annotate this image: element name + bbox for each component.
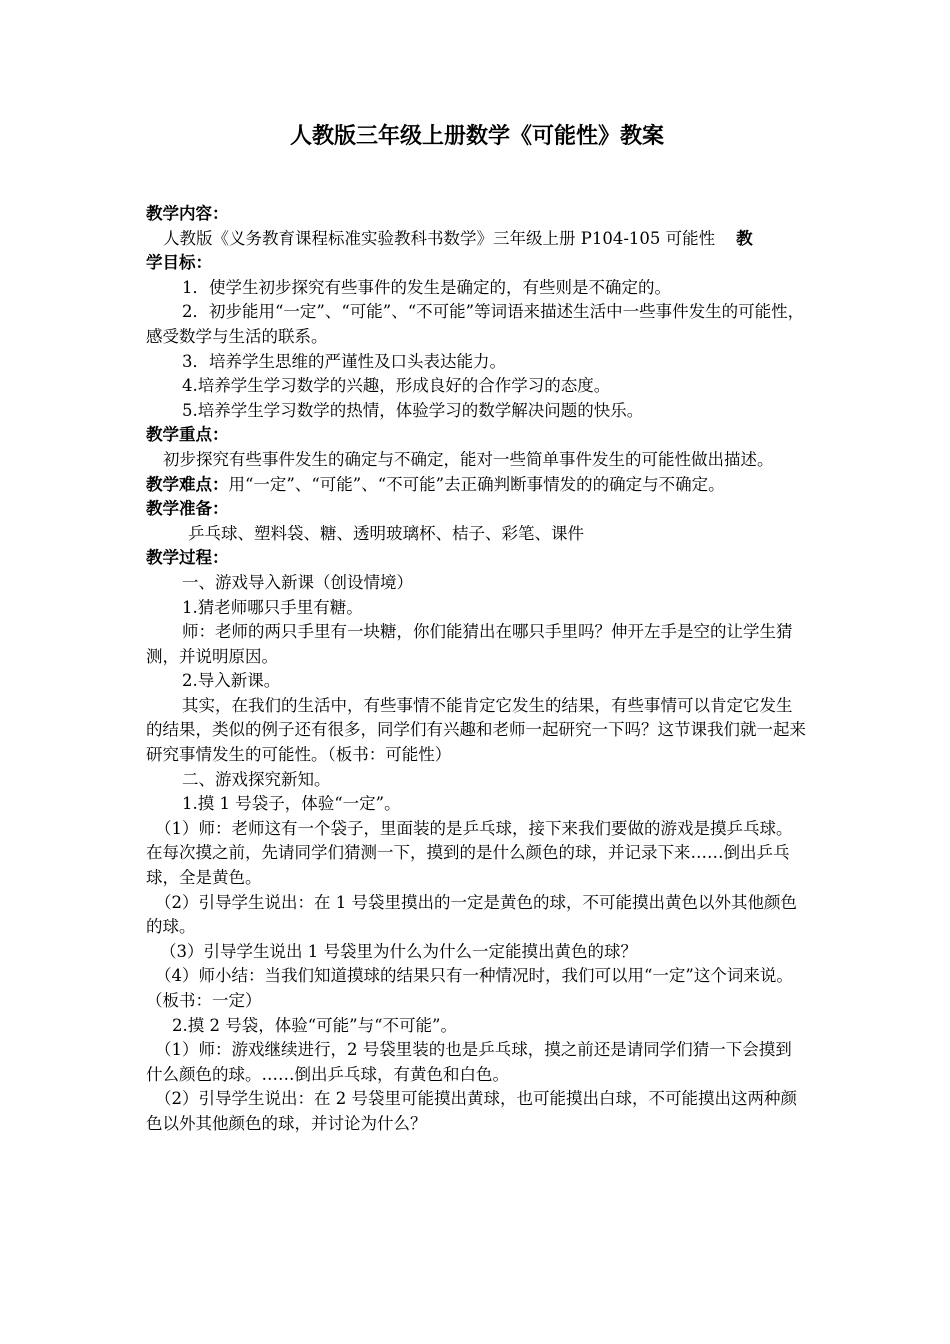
key-points-text: 初步探究有些事件发生的确定与不确定，能对一些简单事件发生的可能性做出描述。 bbox=[163, 449, 774, 469]
difficulty-paragraph bbox=[146, 473, 808, 498]
process-heading-label: 教学过程： bbox=[146, 548, 229, 568]
process-line: （2）引导学生说出：在 1 号袋里摸出的一定是黄色的球，不可能摸出黄色以外其他颜色的球。 bbox=[146, 892, 797, 937]
process-line: （1）师：老师这有一个袋子，里面装的是乒乓球，接下来我们要做的游戏是摸乒乓球。在每次摸之前，先请同学们猜测一下，摸到的是什么颜色的球，并记录下来……倒出乒乓球，全是黄色。 bbox=[146, 818, 793, 888]
goals-heading-label: 学目标： bbox=[146, 253, 212, 273]
preparation-heading bbox=[146, 497, 808, 522]
document-title: 人教版三年级上册数学《可能性》教案 bbox=[289, 124, 664, 149]
process-line: 其实，在我们的生活中，有些事情不能肯定它发生的结果，有些事情可以肯定它发生的结果，类似的例子还有很多，同学们有兴趣和老师一起研究一下吗？这节课我们就一起来研究事情发生的可能性。（板书：可能性） bbox=[146, 695, 806, 765]
key-points-heading bbox=[146, 423, 808, 448]
goals-heading-part1: 教 bbox=[736, 228, 753, 248]
process-line: 2.摸 2 号袋，体验“可能”与“不可能”。 bbox=[172, 1015, 457, 1035]
process-line: 1.猜老师哪只手里有糖。 bbox=[182, 597, 363, 617]
process-line: （2）引导学生说出：在 2 号袋里可能摸出黄球，也可能摸出白球，不可能摸出这两种颜色以外其他颜色的球，并讨论为什么？ bbox=[146, 1089, 797, 1133]
goal-item: 4.培养学生学习数学的兴趣，形成良好的合作学习的态度。 bbox=[182, 376, 611, 396]
process-line: 一、游戏导入新课（创设情境） bbox=[182, 572, 413, 592]
content-text-body: 人教版《义务教育课程标准实验教科书数学》三年级上册 P104-105 可能性 bbox=[163, 228, 716, 248]
process-line: 2.导入新课。 bbox=[182, 671, 281, 691]
goals-heading bbox=[146, 251, 808, 276]
process-line: 1.摸 1 号袋子，体验“一定”。 bbox=[182, 794, 401, 814]
key-points-heading-label: 教学重点： bbox=[146, 425, 229, 445]
process-line: （3）引导学生说出 1 号袋里为什么为什么一定能摸出黄色的球？ bbox=[160, 941, 637, 961]
preparation-text: 乒乓球、塑料袋、糖、透明玻璃杯、桔子、彩笔、课件 bbox=[188, 523, 584, 543]
content-heading-label: 教学内容： bbox=[146, 204, 229, 223]
goal-item: 1．使学生初步探究有些事件的发生是确定的，有些则是不确定的。 bbox=[182, 277, 671, 297]
difficulty-heading-label: 教学难点： bbox=[146, 474, 229, 494]
process-line: 师：老师的两只手里有一块糖，你们能猜出在哪只手里吗？伸开左手是空的让学生猜测，并说明原因。 bbox=[146, 622, 793, 666]
goal-item: 3．培养学生思维的严谨性及口头表达能力。 bbox=[182, 351, 506, 371]
process-line: （1）师：游戏继续进行，2 号袋里装的也是乒乓球，摸之前还是请同学们猜一下会摸到什么颜色的球。……倒出乒乓球，有黄色和白色。 bbox=[146, 1040, 792, 1084]
preparation-heading-label: 教学准备： bbox=[146, 499, 229, 519]
goal-item: 2．初步能用“一定”、“可能”、“不可能”等词语来描述生活中一些事件发生的可能性，感受数学与生活的联系。 bbox=[146, 302, 805, 346]
difficulty-text: 用“一定”、“可能”、“不可能”去正确判断事情发的的确定与不确定。 bbox=[228, 474, 725, 494]
process-line: （4）师小结：当我们知道摸球的结果只有一种情况时，我们可以用“一定”这个词来说。（板书：一定） bbox=[146, 966, 793, 1010]
process-line: 二、游戏探究新知。 bbox=[182, 769, 331, 789]
content-text bbox=[146, 227, 808, 252]
content-heading bbox=[146, 202, 808, 227]
goal-item: 5.培养学生学习数学的热情，体验学习的数学解决问题的快乐。 bbox=[182, 400, 644, 420]
process-heading bbox=[146, 546, 808, 571]
